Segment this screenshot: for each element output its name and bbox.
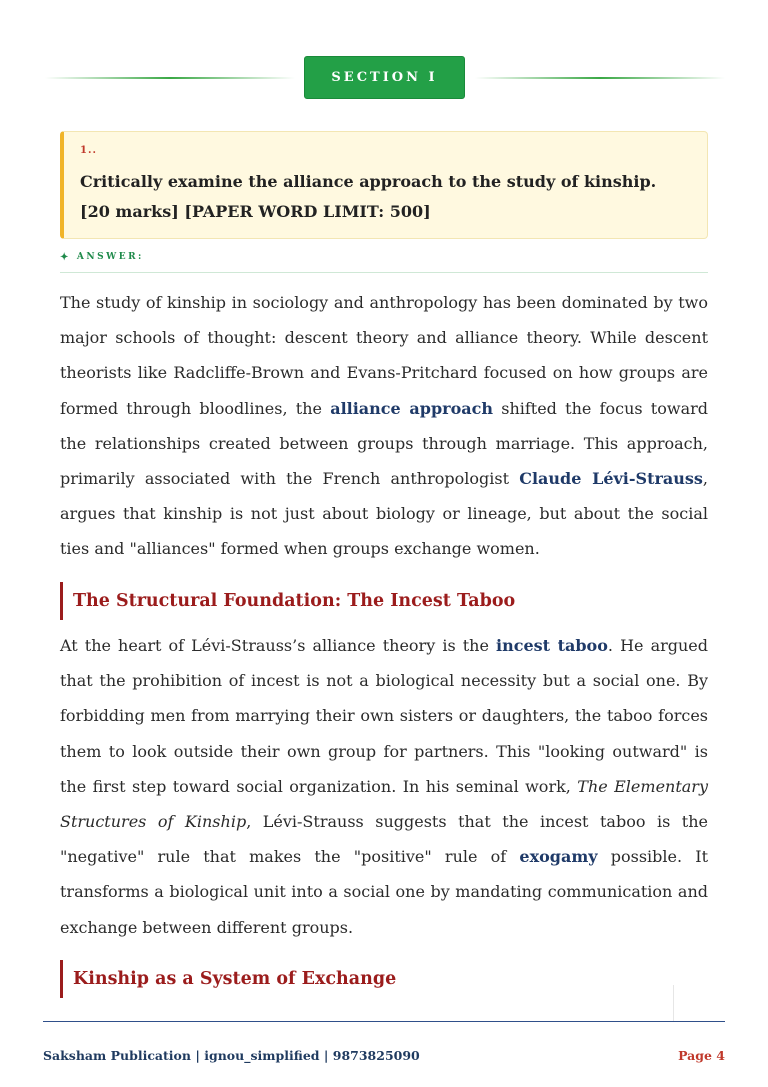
term-claude-levi-strauss: Claude Lévi-Strauss xyxy=(519,469,703,489)
paragraph-intro-text-3: , argues that kinship is not just about biology or lineage, but about the social ties and "alliances" formed when groups exchange women. xyxy=(60,469,708,559)
paragraph-incest-taboo xyxy=(60,628,708,945)
term-incest-taboo: incest taboo xyxy=(496,636,608,655)
paragraph-incest-text-2: . He argued that the prohibition of incest is not a biological necessity but a social one. By forbidding men from marrying their own sisters or daughters, the taboo forces them to look outside their own group for partners. This "looking outward" is the first step toward social organization. In his seminal work, xyxy=(60,636,709,796)
sparkle-icon: ✦ xyxy=(60,252,71,263)
term-alliance-approach: alliance approach xyxy=(330,398,494,418)
heading-exchange-system: Kinship as a System of Exchange xyxy=(60,960,700,998)
heading-incest-taboo: The Structural Foundation: The Incest Taboo xyxy=(60,582,700,620)
paragraph-intro-text-1: The study of kinship in sociology and anthropology has been dominated by two major schools of thought: descent theory and alliance theory. While descent theorists like Radcliffe-Brown and Evans-Pritchard focused on how groups are formed through bloodlines, the xyxy=(60,293,708,418)
question-number: 1.. xyxy=(80,145,97,156)
paragraph-incest-text-1: At the heart of Lévi-Strauss’s alliance theory is the xyxy=(60,636,497,655)
book-title: The Elementary Structures of Kinship xyxy=(60,776,708,832)
paragraph-incest-text-3: , Lévi-Strauss suggests that the incest taboo is the "negative" rule that makes the "positive" rule of xyxy=(60,812,708,867)
question-text: Critically examine the alliance approach to the study of kinship. [20 marks] [PAPER WORD LIMIT: 500] xyxy=(80,172,657,221)
paragraph-intro xyxy=(60,285,708,567)
answer-label xyxy=(60,252,708,273)
footer-rule xyxy=(43,1021,725,1022)
column-divider xyxy=(673,985,674,1021)
footer-publisher: Saksham Publication | ignou_simplified | 9873825090 xyxy=(43,1048,420,1063)
page-number: Page 4 xyxy=(678,1048,725,1063)
section-badge: SECTION I xyxy=(304,56,465,99)
term-exogamy: exogamy xyxy=(519,847,598,867)
paragraph-intro-text-2: shifted the focus toward the relationships created between groups through marriage. This approach, primarily associated with the French anthropologist xyxy=(60,398,708,489)
answer-label-text: ANSWER: xyxy=(76,252,144,262)
section-header xyxy=(45,56,725,100)
section-divider-right xyxy=(475,77,725,79)
paragraph-incest-text-4: possible. It transforms a biological unit into a social one by mandating communication and exchange between different groups. xyxy=(60,847,709,937)
question-box xyxy=(60,131,708,239)
section-divider-left xyxy=(45,77,295,79)
